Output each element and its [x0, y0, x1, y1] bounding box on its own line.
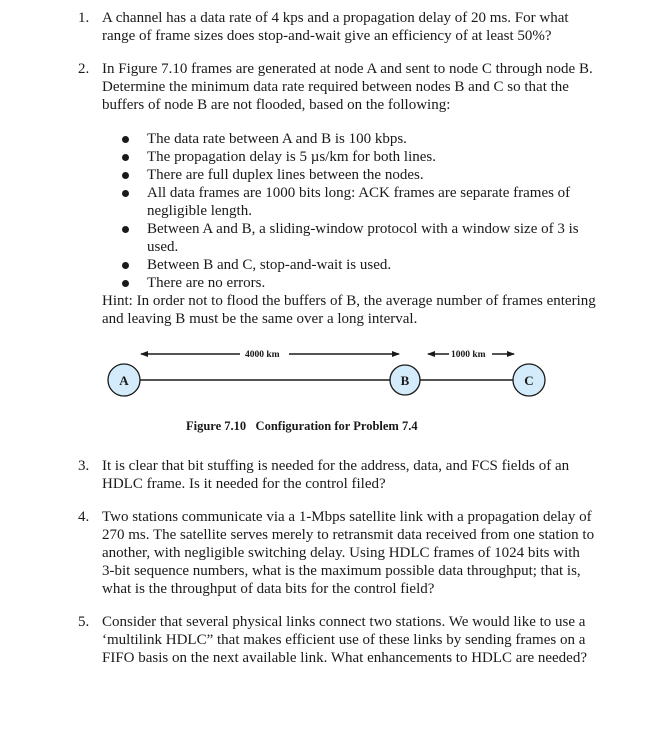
list-item: The data rate between A and B is 100 kbps.: [118, 130, 598, 148]
text-line: FIFO basis on the next available link. What enhancements to HDLC are needed?: [102, 650, 587, 666]
bullet-icon: [122, 262, 129, 269]
condition-list: [118, 130, 598, 292]
list-item: Between B and C, stop-and-wait is used.: [118, 256, 598, 274]
node-a-label: A: [119, 373, 129, 388]
text-line: In Figure 7.10 frames are generated at node A and sent to node C through node B.: [102, 61, 593, 77]
bullet-icon: [122, 172, 129, 179]
list-item: Between A and B, a sliding-window protocol with a window size of 3 is used.: [118, 220, 598, 256]
figure-caption: Figure 7.10 Configuration for Problem 7.4: [186, 419, 418, 433]
distance-label-ab: 4000 km: [245, 350, 280, 360]
bullet-icon: [122, 154, 129, 161]
text-line: and leaving B must be the same over a long interval.: [102, 311, 418, 327]
text-line: ‘multilink HDLC” that makes efficient use of these links by sending frames on a: [102, 632, 586, 648]
bullet-icon: [122, 280, 129, 287]
question-text: [102, 457, 602, 493]
question-number: 2.: [78, 61, 90, 77]
hint-text: [102, 292, 622, 328]
text-line: It is clear that bit stuffing is needed for the address, data, and FCS fields of an: [102, 458, 570, 474]
question-text: [102, 9, 602, 45]
text-line: Two stations communicate via a 1-Mbps satellite link with a propagation delay of: [102, 509, 592, 525]
bullet-icon: [122, 136, 129, 143]
question-text: [102, 508, 602, 598]
text-line: Hint: In order not to flood the buffers of B, the average number of frames entering: [102, 293, 596, 309]
question-number: 4.: [78, 509, 90, 525]
question-number: 5.: [78, 614, 90, 630]
bullet-icon: [122, 226, 129, 233]
list-item: There are full duplex lines between the nodes.: [118, 166, 598, 184]
text-line: Consider that several physical links connect two stations. We would like to use a: [102, 614, 586, 630]
text-line: 270 ms. The satellite serves merely to retransmit data received from one station to: [102, 527, 595, 543]
bullet-icon: [122, 190, 129, 197]
text-line: another, with negligible switching delay. Using HDLC frames of 1024 bits with: [102, 545, 580, 561]
text-line: what is the throughput of data bits for the control field?: [102, 581, 435, 597]
list-item: All data frames are 1000 bits long: ACK frames are separate frames of negligible length.: [118, 184, 598, 220]
question-number: 1.: [78, 10, 90, 26]
text-line: HDLC frame. Is it needed for the control filed?: [102, 476, 386, 492]
list-item: The propagation delay is 5 µs/km for both lines.: [118, 148, 598, 166]
node-c-label: C: [524, 373, 534, 388]
text-line: A channel has a data rate of 4 kps and a propagation delay of 20 ms. For what: [102, 10, 569, 26]
question-text: [102, 60, 602, 114]
text-line: Determine the minimum data rate required between nodes B and C so that the: [102, 79, 569, 95]
question-text: [102, 613, 602, 667]
distance-label-bc: 1000 km: [451, 350, 486, 360]
list-item: There are no errors.: [118, 274, 598, 292]
network-configuration-diagram: [0, 340, 664, 410]
node-b-label: B: [400, 373, 410, 388]
text-line: 3-bit sequence numbers, what is the maximum possible data throughput; that is,: [102, 563, 581, 579]
text-line: buffers of node B are not flooded, based on the following:: [102, 97, 451, 113]
question-number: 3.: [78, 458, 90, 474]
text-line: range of frame sizes does stop-and-wait give an efficiency of at least 50%?: [102, 28, 552, 44]
